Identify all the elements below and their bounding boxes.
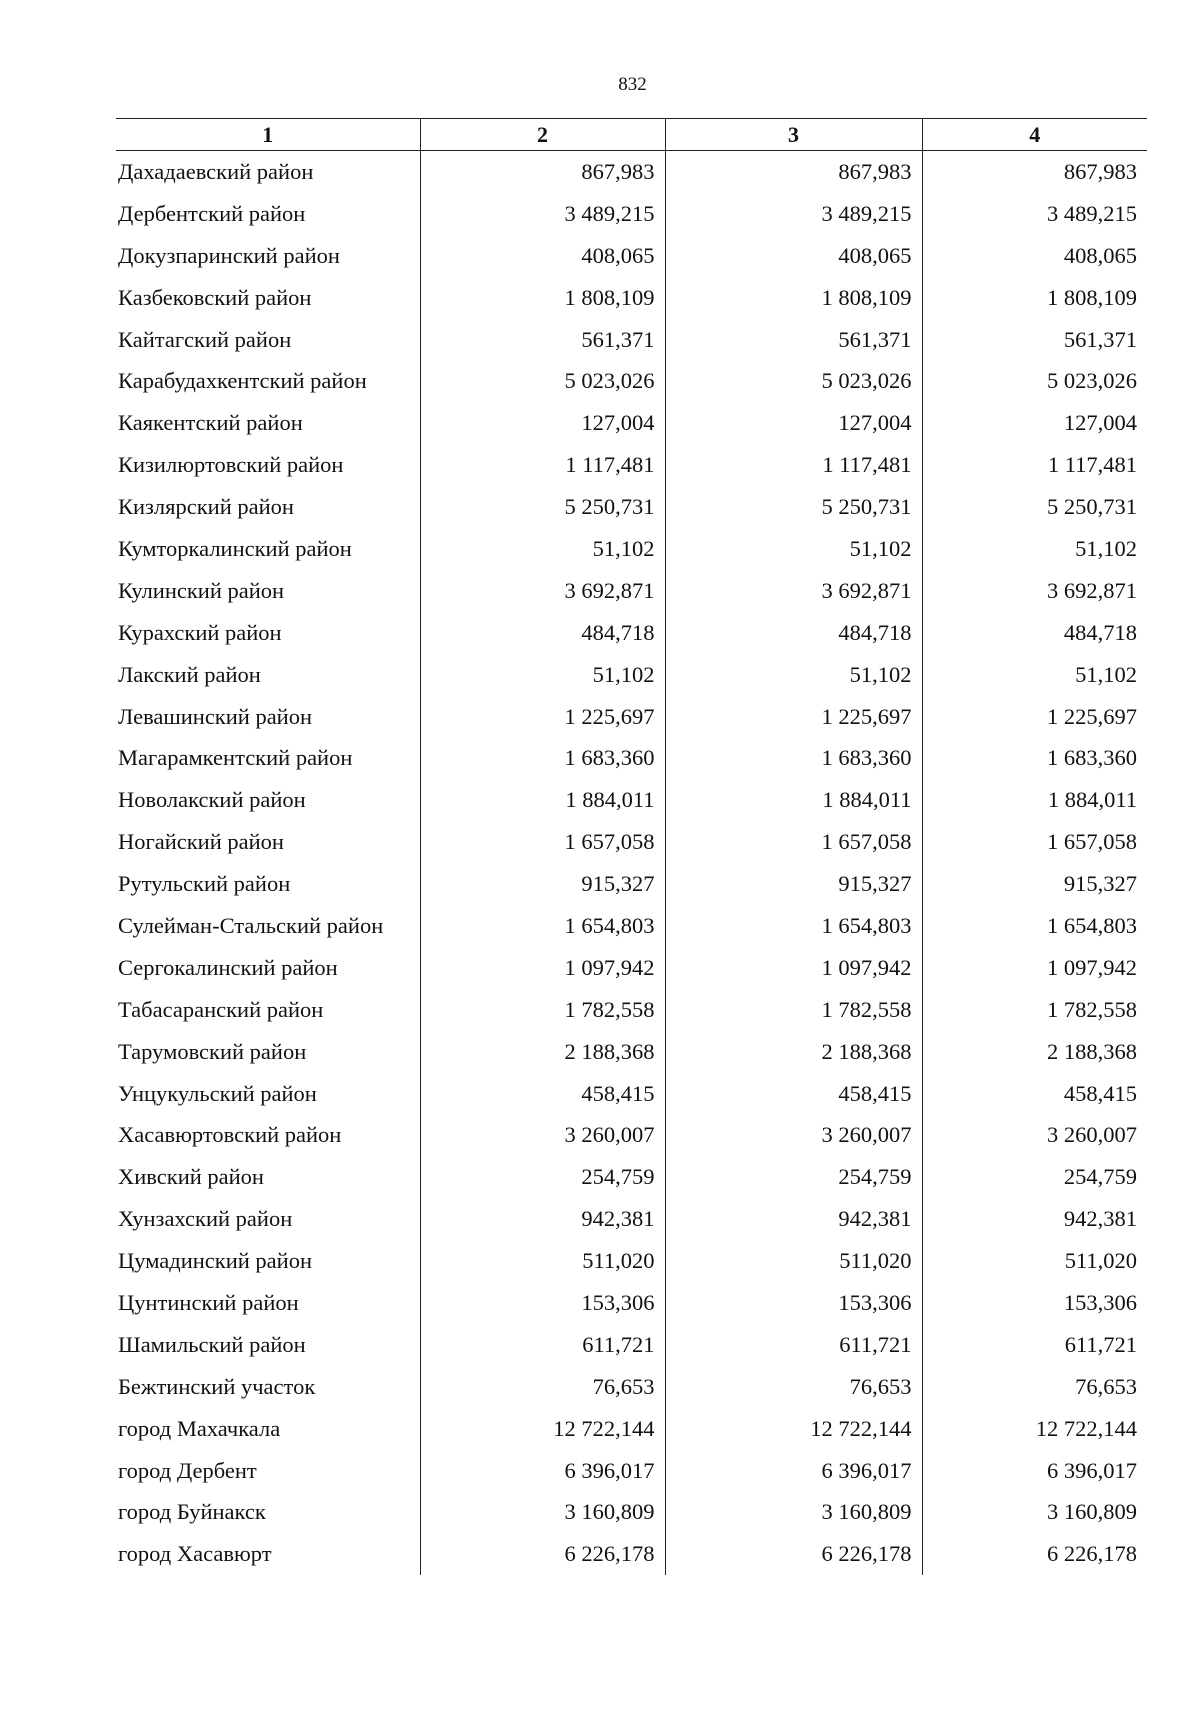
row-value-col2-cell: 12 722,144 [420, 1408, 665, 1450]
table-row [116, 989, 1147, 1031]
table-row [116, 1031, 1147, 1073]
row-name-cell: Кизилюртовский район [118, 452, 344, 478]
row-value-col3-cell: 942,381 [665, 1198, 922, 1240]
row-name-cell: город Буйнакск [118, 1499, 266, 1525]
row-value-col3-cell: 3 692,871 [665, 570, 922, 612]
table-row [116, 737, 1147, 779]
row-value-col2-cell: 254,759 [420, 1156, 665, 1198]
row-name-cell: Дахадаевский район [118, 158, 314, 184]
row-value-col4-cell: 127,004 [922, 402, 1147, 444]
row-value-col4-cell: 2 188,368 [922, 1031, 1147, 1073]
row-value-col3-cell: 1 117,481 [665, 444, 922, 486]
row-value-col4-cell: 511,020 [922, 1240, 1147, 1282]
row-value-col4-cell: 1 683,360 [922, 737, 1147, 779]
row-name-cell: Курахский район [118, 619, 282, 645]
row-value-col2-cell: 6 226,178 [420, 1533, 665, 1575]
table-row [116, 1282, 1147, 1324]
table-row [116, 1450, 1147, 1492]
row-name-cell: Кулинский район [118, 577, 285, 603]
table-row [116, 570, 1147, 612]
table-row [116, 193, 1147, 235]
row-value-col4-cell: 1 657,058 [922, 821, 1147, 863]
row-value-col4-cell: 3 692,871 [922, 570, 1147, 612]
row-value-col3-cell: 1 884,011 [665, 779, 922, 821]
table-row [116, 863, 1147, 905]
table-row [116, 151, 1147, 193]
row-name-cell: Табасаранский район [118, 996, 324, 1022]
row-name-cell: Новолакский район [118, 787, 306, 813]
row-value-col2-cell: 3 489,215 [420, 193, 665, 235]
row-value-col4-cell: 867,983 [922, 151, 1147, 193]
row-value-col3-cell: 561,371 [665, 319, 922, 361]
row-value-col3-cell: 1 654,803 [665, 905, 922, 947]
table-row [116, 905, 1147, 947]
row-name-cell: Тарумовский район [118, 1038, 307, 1064]
table-row [116, 1073, 1147, 1115]
row-value-col4-cell: 942,381 [922, 1198, 1147, 1240]
row-value-col4-cell: 12 722,144 [922, 1408, 1147, 1450]
row-value-col4-cell: 3 260,007 [922, 1114, 1147, 1156]
row-name-cell: Хасавюртовский район [118, 1122, 342, 1148]
row-value-col2-cell: 127,004 [420, 402, 665, 444]
row-value-col2-cell: 1 657,058 [420, 821, 665, 863]
row-name-cell: Унцукульский район [118, 1080, 317, 1106]
row-value-col3-cell: 127,004 [665, 402, 922, 444]
row-value-col3-cell: 76,653 [665, 1366, 922, 1408]
row-value-col3-cell: 5 250,731 [665, 486, 922, 528]
row-value-col3-cell: 511,020 [665, 1240, 922, 1282]
column-header-1: 1 [116, 119, 420, 151]
row-name-cell: Казбековский район [118, 284, 312, 310]
row-value-col4-cell: 76,653 [922, 1366, 1147, 1408]
row-value-col2-cell: 153,306 [420, 1282, 665, 1324]
row-value-col2-cell: 458,415 [420, 1073, 665, 1115]
row-value-col4-cell: 3 489,215 [922, 193, 1147, 235]
row-value-col4-cell: 1 884,011 [922, 779, 1147, 821]
row-value-col3-cell: 867,983 [665, 151, 922, 193]
row-value-col4-cell: 1 117,481 [922, 444, 1147, 486]
table-row [116, 696, 1147, 738]
row-value-col3-cell: 6 396,017 [665, 1450, 922, 1492]
row-value-col3-cell: 484,718 [665, 612, 922, 654]
row-value-col4-cell: 408,065 [922, 235, 1147, 277]
table-row [116, 1533, 1147, 1575]
row-value-col2-cell: 3 160,809 [420, 1492, 665, 1534]
table-row [116, 528, 1147, 570]
table-row [116, 612, 1147, 654]
row-name-cell: Магарамкентский район [118, 745, 353, 771]
row-value-col4-cell: 6 396,017 [922, 1450, 1147, 1492]
table-row [116, 486, 1147, 528]
row-value-col3-cell: 51,102 [665, 528, 922, 570]
row-value-col4-cell: 561,371 [922, 319, 1147, 361]
row-value-col4-cell: 1 225,697 [922, 696, 1147, 738]
row-name-cell: Карабудахкентский район [118, 368, 367, 394]
row-value-col4-cell: 1 097,942 [922, 947, 1147, 989]
row-name-cell: Хивский район [118, 1164, 264, 1190]
table-row [116, 319, 1147, 361]
row-value-col4-cell: 51,102 [922, 528, 1147, 570]
row-value-col3-cell: 458,415 [665, 1073, 922, 1115]
row-value-col2-cell: 5 250,731 [420, 486, 665, 528]
row-value-col4-cell: 6 226,178 [922, 1533, 1147, 1575]
row-name-cell: Дербентский район [118, 200, 306, 226]
row-value-col3-cell: 3 160,809 [665, 1492, 922, 1534]
row-value-col4-cell: 1 782,558 [922, 989, 1147, 1031]
row-value-col4-cell: 3 160,809 [922, 1492, 1147, 1534]
row-value-col2-cell: 484,718 [420, 612, 665, 654]
table-row [116, 779, 1147, 821]
row-value-col3-cell: 1 683,360 [665, 737, 922, 779]
row-name-cell: Шамильский район [118, 1331, 306, 1357]
row-value-col3-cell: 1 808,109 [665, 277, 922, 319]
table-header-row [116, 119, 1147, 151]
row-value-col3-cell: 3 489,215 [665, 193, 922, 235]
row-name-cell: Кумторкалинский район [118, 535, 352, 561]
table-row [116, 947, 1147, 989]
row-name-cell: Цунтинский район [118, 1289, 299, 1315]
row-value-col3-cell: 153,306 [665, 1282, 922, 1324]
row-value-col2-cell: 76,653 [420, 1366, 665, 1408]
row-value-col2-cell: 1 097,942 [420, 947, 665, 989]
row-name-cell: Сулейман-Стальский район [118, 912, 384, 938]
row-name-cell: Сергокалинский район [118, 954, 338, 980]
table-row [116, 654, 1147, 696]
column-header-4: 4 [922, 119, 1147, 151]
row-value-col2-cell: 3 692,871 [420, 570, 665, 612]
row-value-col2-cell: 3 260,007 [420, 1114, 665, 1156]
table-row [116, 1114, 1147, 1156]
row-value-col3-cell: 611,721 [665, 1324, 922, 1366]
row-value-col2-cell: 942,381 [420, 1198, 665, 1240]
column-header-2: 2 [420, 119, 665, 151]
table-row [116, 235, 1147, 277]
row-value-col2-cell: 51,102 [420, 654, 665, 696]
table-body [116, 151, 1147, 1576]
row-value-col4-cell: 484,718 [922, 612, 1147, 654]
row-name-cell: Кайтагский район [118, 326, 292, 352]
row-value-col4-cell: 1 654,803 [922, 905, 1147, 947]
row-value-col3-cell: 5 023,026 [665, 360, 922, 402]
row-value-col4-cell: 1 808,109 [922, 277, 1147, 319]
row-name-cell: Ногайский район [118, 829, 284, 855]
row-value-col3-cell: 51,102 [665, 654, 922, 696]
row-value-col3-cell: 2 188,368 [665, 1031, 922, 1073]
row-name-cell: Цумадинский район [118, 1248, 312, 1274]
table-row [116, 821, 1147, 863]
row-value-col3-cell: 3 260,007 [665, 1114, 922, 1156]
row-value-col2-cell: 1 654,803 [420, 905, 665, 947]
row-value-col2-cell: 2 188,368 [420, 1031, 665, 1073]
table-row [116, 1366, 1147, 1408]
row-value-col4-cell: 153,306 [922, 1282, 1147, 1324]
row-value-col2-cell: 51,102 [420, 528, 665, 570]
row-value-col3-cell: 915,327 [665, 863, 922, 905]
row-value-col3-cell: 1 097,942 [665, 947, 922, 989]
row-value-col3-cell: 1 782,558 [665, 989, 922, 1031]
row-value-col4-cell: 5 023,026 [922, 360, 1147, 402]
row-name-cell: Рутульский район [118, 871, 291, 897]
table-row [116, 1408, 1147, 1450]
row-name-cell: Хунзахский район [118, 1206, 293, 1232]
table-row [116, 1156, 1147, 1198]
row-name-cell: город Дербент [118, 1457, 257, 1483]
row-value-col2-cell: 1 884,011 [420, 779, 665, 821]
row-value-col3-cell: 6 226,178 [665, 1533, 922, 1575]
row-value-col2-cell: 1 808,109 [420, 277, 665, 319]
table-row [116, 360, 1147, 402]
row-value-col2-cell: 915,327 [420, 863, 665, 905]
row-name-cell: Левашинский район [118, 703, 313, 729]
page-number: 832 [618, 74, 647, 95]
data-table [116, 118, 1147, 1575]
row-value-col2-cell: 561,371 [420, 319, 665, 361]
column-header-3: 3 [665, 119, 922, 151]
table-row [116, 402, 1147, 444]
row-value-col3-cell: 254,759 [665, 1156, 922, 1198]
row-value-col3-cell: 1 225,697 [665, 696, 922, 738]
row-value-col2-cell: 511,020 [420, 1240, 665, 1282]
row-value-col2-cell: 6 396,017 [420, 1450, 665, 1492]
table-row [116, 444, 1147, 486]
data-table-container [116, 118, 1147, 1575]
row-name-cell: Каякентский район [118, 410, 303, 436]
row-value-col3-cell: 1 657,058 [665, 821, 922, 863]
table-row [116, 1324, 1147, 1366]
row-name-cell: Кизлярский район [118, 494, 294, 520]
row-value-col2-cell: 5 023,026 [420, 360, 665, 402]
row-value-col4-cell: 254,759 [922, 1156, 1147, 1198]
row-name-cell: город Махачкала [118, 1415, 281, 1441]
row-value-col2-cell: 408,065 [420, 235, 665, 277]
table-row [116, 1198, 1147, 1240]
row-name-cell: город Хасавюрт [118, 1541, 272, 1567]
row-value-col4-cell: 458,415 [922, 1073, 1147, 1115]
row-value-col4-cell: 5 250,731 [922, 486, 1147, 528]
row-value-col2-cell: 1 225,697 [420, 696, 665, 738]
table-row [116, 1492, 1147, 1534]
table-row [116, 1240, 1147, 1282]
row-value-col2-cell: 611,721 [420, 1324, 665, 1366]
row-value-col4-cell: 915,327 [922, 863, 1147, 905]
row-value-col2-cell: 1 683,360 [420, 737, 665, 779]
table-row [116, 277, 1147, 319]
row-name-cell: Бежтинский участок [118, 1373, 316, 1399]
row-value-col3-cell: 408,065 [665, 235, 922, 277]
row-value-col2-cell: 867,983 [420, 151, 665, 193]
row-name-cell: Докузпаринский район [118, 242, 340, 268]
row-value-col3-cell: 12 722,144 [665, 1408, 922, 1450]
row-name-cell: Лакский район [118, 661, 261, 687]
row-value-col4-cell: 51,102 [922, 654, 1147, 696]
row-value-col4-cell: 611,721 [922, 1324, 1147, 1366]
row-value-col2-cell: 1 782,558 [420, 989, 665, 1031]
row-value-col2-cell: 1 117,481 [420, 444, 665, 486]
